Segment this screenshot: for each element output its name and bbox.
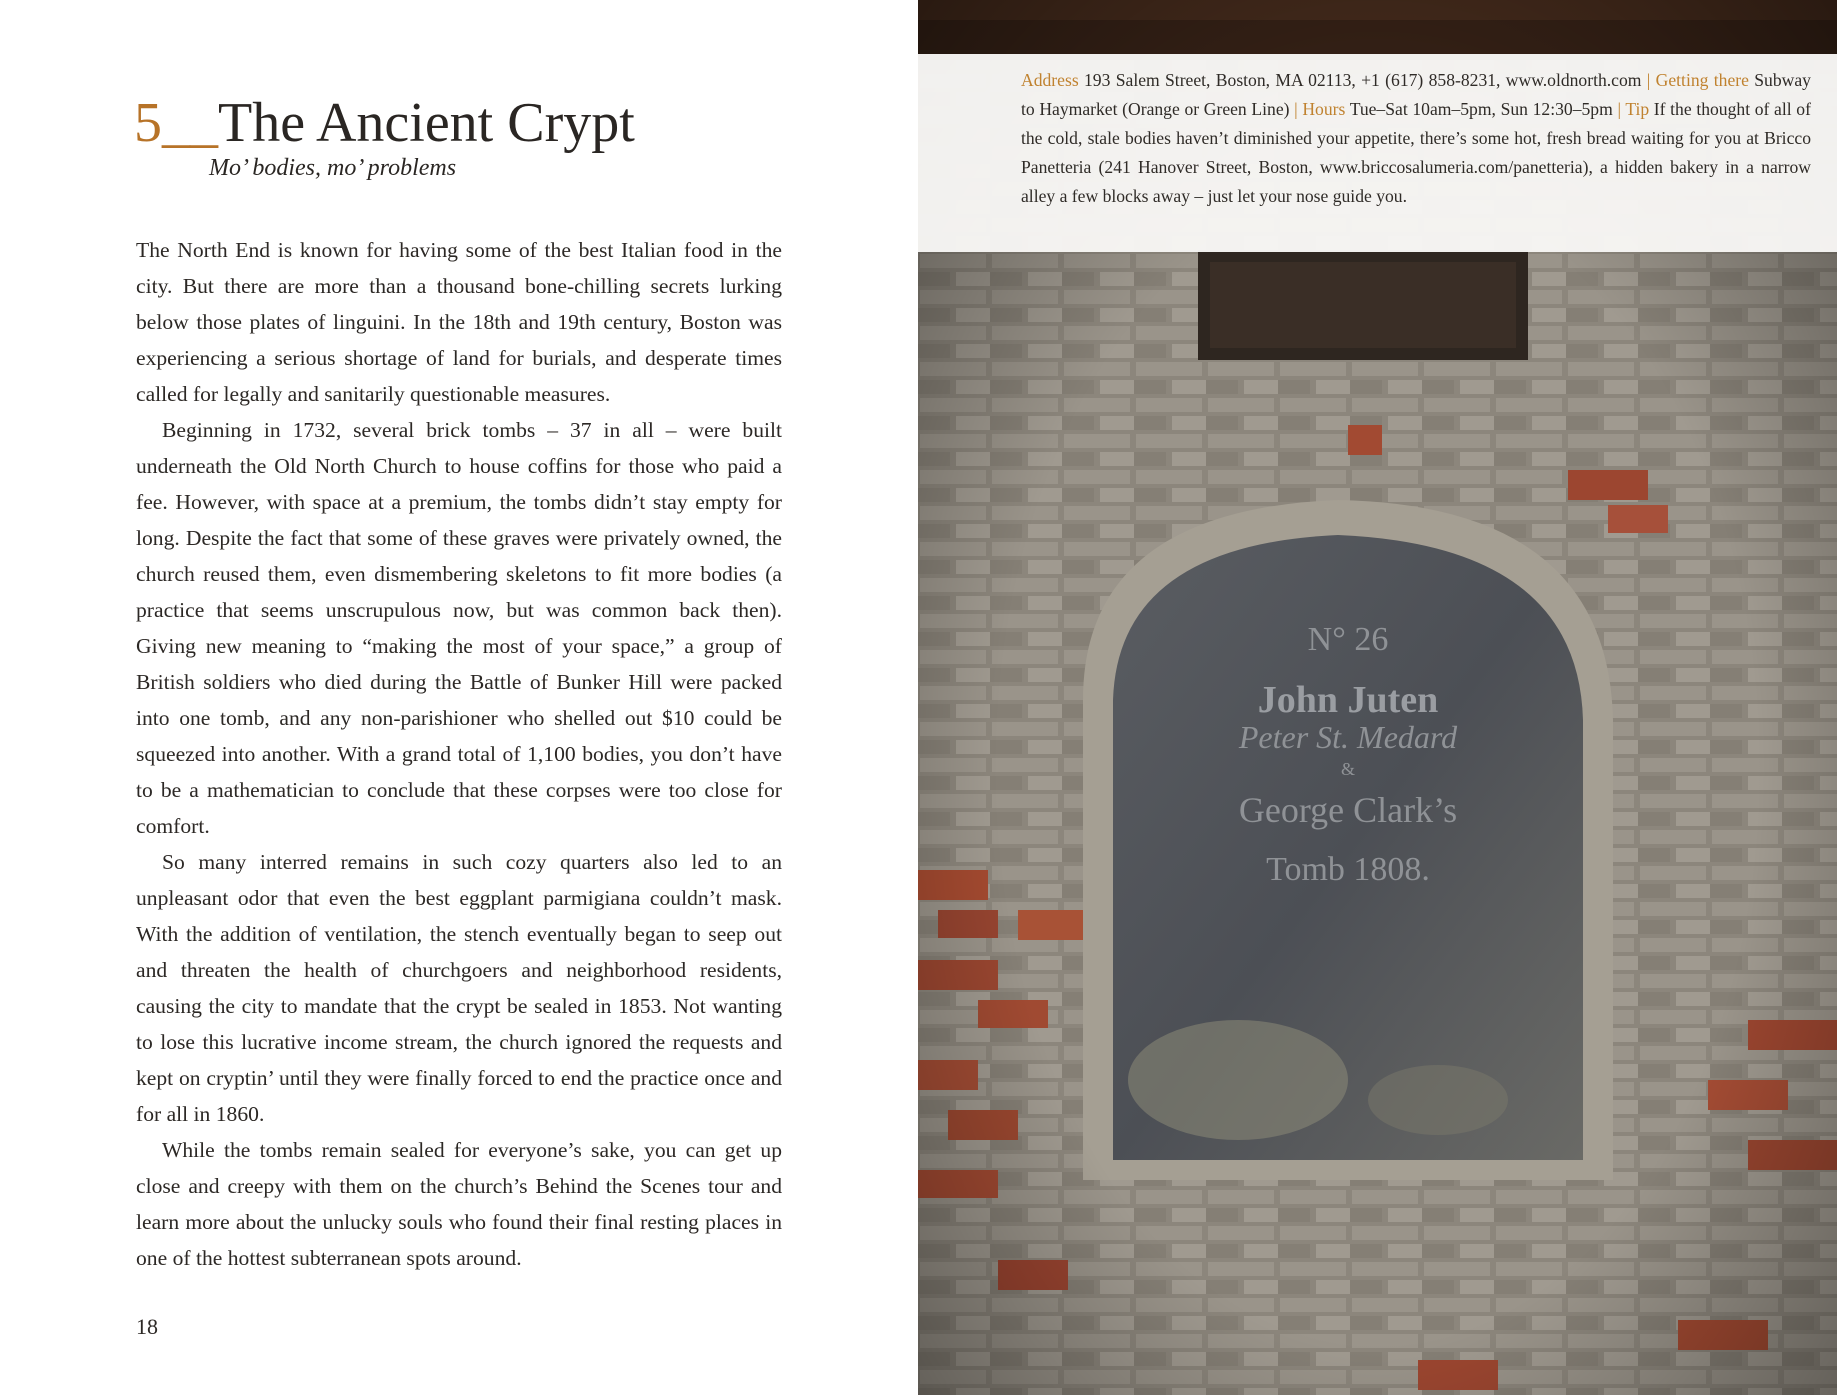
body-text <box>136 232 782 1276</box>
right-page <box>918 0 1837 1395</box>
paragraph: The North End is known for having some of the best Italian food in the city. But there are more than a thousand bone-chilling secrets lurking below those plates of linguini. In the 18th and 19th century, Boston was experiencing a serious shortage of land for burials, and desperate times called for legally and sanitarily questionable measures. <box>136 238 782 406</box>
tip-value: If the thought of all of the cold, stale bodies haven’t diminished your appetite, there’s some hot, fresh bread waiting for you at Bricco Panetteria (241 Hanover Street, Boston, www.briccosalumeria.com/panetteria), a hidden bakery in a narrow alley a few blocks away – just let your nose guide you. <box>1021 99 1811 206</box>
address-label: Address <box>1021 70 1079 90</box>
paragraph: While the tombs remain sealed for everyone’s sake, you can get up close and creepy with them on the church’s Behind the Scenes tour and learn more about the unlucky souls who found their final resting places in one of the hottest subterranean spots around. <box>136 1138 782 1270</box>
chapter-number: 5 <box>134 92 162 154</box>
info-text <box>1021 66 1811 211</box>
tip-label: Tip <box>1625 99 1650 119</box>
left-page <box>0 0 918 1395</box>
address-value: 193 Salem Street, Boston, MA 02113, +1 (617) 858-8231, www.oldnorth.com <box>1084 70 1642 90</box>
hours-label: Hours <box>1302 99 1346 119</box>
getting-there-value: Subway to Haymarket (Orange or Green Line) <box>1021 70 1811 119</box>
divider: | <box>1294 99 1298 119</box>
chapter-separator: __ <box>162 92 218 154</box>
info-box <box>918 54 1837 252</box>
getting-there-label: Getting there <box>1655 70 1749 90</box>
chapter-title: The Ancient Crypt <box>218 92 635 154</box>
hours-value: Tue–Sat 10am–5pm, Sun 12:30–5pm <box>1349 99 1613 119</box>
chapter-heading <box>134 88 834 158</box>
divider: | <box>1646 70 1651 90</box>
page-number: 18 <box>136 1314 158 1339</box>
divider: | <box>1617 99 1621 119</box>
chapter-subtitle: Mo’ bodies, mo’ problems <box>209 155 457 181</box>
paragraph: Beginning in 1732, several brick tombs – 37 in all – were built underneath the Old North Church to house coffins for those who paid a fee. However, with space at a premium, the tombs didn’t stay empty for long. Despite the fact that some of these graves were privately owned, the church reused them, even dismembering skeletons to fit more bodies (a practice that seems unscrupulous now, but was common back then). Giving new meaning to “making the most of your space,” a group of British soldiers who died during the Battle of Bunker Hill were packed into one tomb, and any non-parishioner who shelled out $10 could be squeezed into another. With a grand total of 1,100 bodies, you don’t have to be a mathematician to conclude that these corpses were too close for comfort. <box>136 418 782 838</box>
paragraph: So many interred remains in such cozy quarters also led to an unpleasant odor that even the best eggplant parmigiana couldn’t mask. With the addition of ventilation, the stench eventually began to seep out and threaten the health of churchgoers and neighborhood residents, causing the city to mandate that the crypt be sealed in 1853. Not wanting to lose this lucrative income stream, the church ignored the requests and kept on cryptin’ until they were finally forced to end the practice once and for all in 1860. <box>136 850 782 1126</box>
